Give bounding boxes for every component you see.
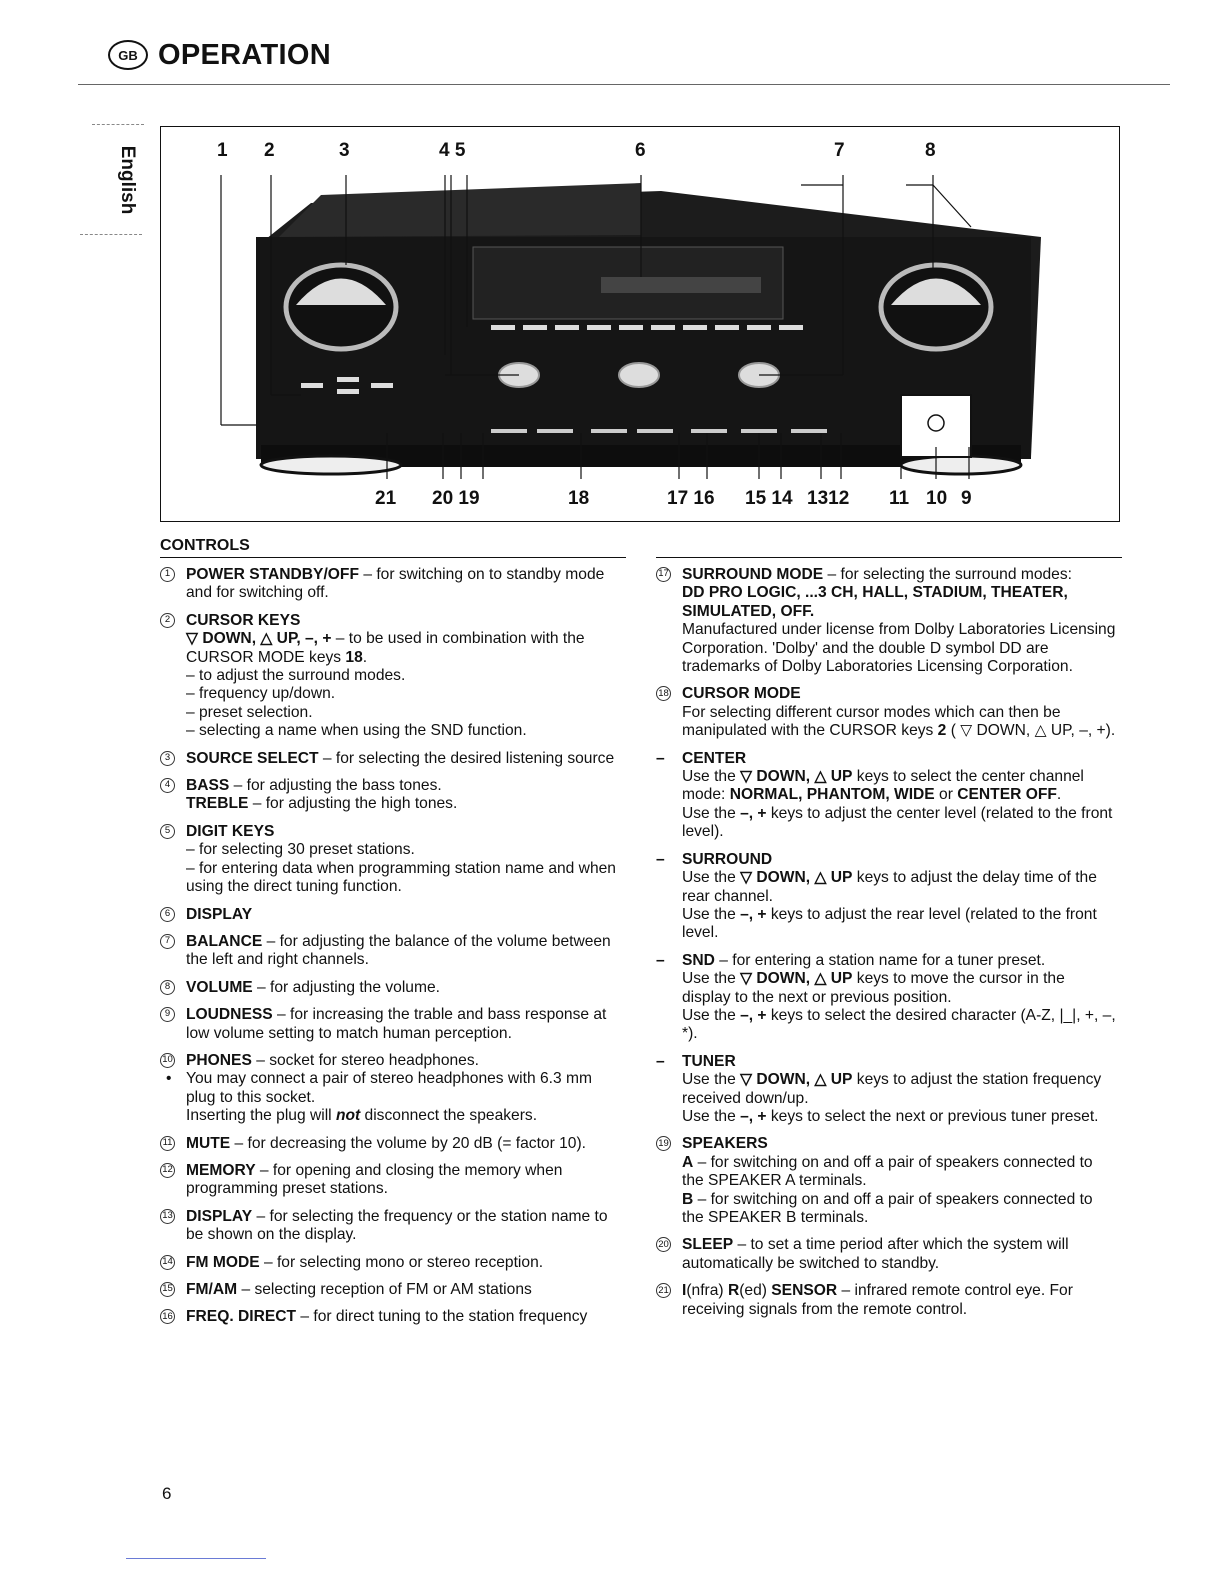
item-number: 7 — [160, 934, 175, 949]
side-rule-top — [92, 124, 144, 125]
country-badge: GB — [108, 40, 148, 70]
item-text: keys to select the next or previous tuner preset. — [766, 1107, 1099, 1125]
item-number: 3 — [160, 751, 175, 766]
key-names: –, + — [740, 1107, 767, 1125]
control-item-memory — [160, 1162, 620, 1199]
item-subline: – frequency up/down. — [186, 685, 336, 703]
item-text: keys to adjust the center level (related to the front level). — [682, 804, 1113, 841]
item-text: Use the — [682, 970, 741, 988]
item-label: PHONES — [186, 1051, 252, 1069]
key-names: ▽ DOWN, △ UP — [740, 970, 853, 988]
item-number: 14 — [160, 1255, 175, 1270]
item-label: DISPLAY — [186, 1207, 253, 1225]
item-label: DISPLAY — [186, 905, 253, 923]
item-label: BASS — [186, 777, 230, 795]
key-names: ▽ DOWN, △ UP, –, + — [186, 630, 332, 648]
item-text: or — [934, 786, 958, 804]
item-label: I — [682, 1282, 687, 1300]
item-text: – infrared remote control eye. For receiving signals from the remote control. — [682, 1282, 1073, 1318]
controls-rule-left — [160, 557, 626, 558]
item-label: SURROUND MODE — [682, 566, 824, 583]
cursor-mode-snd — [656, 952, 1116, 1044]
item-number: 16 — [160, 1309, 175, 1324]
item-text: – for opening and closing the memory when programming preset stations. — [186, 1161, 563, 1198]
dash-marker: – — [656, 850, 665, 868]
callout-number: 1 — [217, 140, 228, 161]
item-ref: 2 — [937, 722, 947, 740]
control-item-display — [160, 906, 620, 924]
item-text: keys to adjust the delay time of the rear channel. — [682, 869, 1097, 905]
item-text: Use the — [682, 1071, 741, 1089]
item-number: 20 — [656, 1237, 671, 1252]
item-text-part: . — [362, 648, 368, 666]
item-text: – for switching on and off a pair of speakers connected to the SPEAKER A terminals. — [682, 1153, 1093, 1190]
item-text: – for switching on and off a pair of speakers connected to the SPEAKER B terminals. — [682, 1190, 1093, 1226]
item-number: 9 — [160, 1007, 175, 1022]
item-label: SENSOR — [771, 1282, 838, 1300]
item-number: 6 — [160, 907, 175, 922]
cursor-mode-center — [656, 750, 1116, 842]
dash-marker: – — [656, 951, 665, 969]
item-text: Use the — [682, 1107, 741, 1125]
item-text: Use the — [682, 804, 741, 822]
callout-number: 11 — [889, 488, 910, 509]
item-label: BALANCE — [186, 932, 263, 950]
item-label: SURROUND — [682, 850, 773, 868]
item-number: 17 — [656, 567, 671, 582]
item-text: (nfra) — [686, 1282, 728, 1300]
bottom-rule — [126, 1558, 266, 1559]
control-item-source-select — [160, 750, 620, 768]
item-text: – for selecting the desired listening source — [318, 749, 615, 767]
item-text: . — [1056, 786, 1062, 804]
mode-names: NORMAL, PHANTOM, WIDE — [729, 786, 935, 804]
callout-number: 4 5 — [439, 140, 466, 161]
callout-number: 17 16 — [667, 488, 715, 509]
item-text: Use the — [682, 768, 741, 786]
key-names: ▽ DOWN, △ UP — [740, 768, 853, 786]
callout-number: 1312 — [807, 488, 850, 509]
control-item-display-select — [160, 1208, 620, 1245]
item-text: – for adjusting the volume. — [252, 978, 440, 996]
callout-number: 6 — [635, 140, 646, 161]
item-label: FM/AM — [186, 1281, 238, 1298]
control-item-mute — [160, 1135, 620, 1153]
dash-marker: – — [656, 1052, 665, 1070]
control-item-sleep — [656, 1236, 1116, 1273]
surround-modes: DD PRO LOGIC, ...3 CH, HALL, STADIUM, THEATER, SIMULATED, OFF. — [682, 584, 1068, 620]
control-item-fm-am — [160, 1281, 620, 1299]
control-item-cursor-mode — [656, 685, 1116, 740]
control-item-power — [160, 566, 620, 603]
control-item-freq-direct — [160, 1308, 620, 1326]
item-number: 13 — [160, 1209, 175, 1224]
item-label: VOLUME — [186, 978, 253, 996]
key-names: –, + — [740, 1006, 767, 1024]
item-subline: – preset selection. — [186, 703, 313, 721]
callout-number: 18 — [568, 488, 590, 509]
item-label: FREQ. DIRECT — [186, 1308, 297, 1326]
item-text: – for adjusting the balance of the volume between the left and right channels. — [186, 932, 611, 969]
bullet-icon: • — [166, 1070, 172, 1088]
cursor-mode-tuner — [656, 1053, 1116, 1127]
note-text: disconnect the speakers. — [360, 1107, 538, 1125]
control-item-ir-sensor — [656, 1282, 1116, 1319]
page-title: OPERATION — [158, 38, 331, 71]
item-text: – for direct tuning to the station frequency — [296, 1308, 588, 1326]
key-names: ▽ DOWN, △ UP — [740, 1071, 853, 1089]
item-text: – selecting reception of FM or AM stations — [237, 1281, 532, 1298]
callout-number: 2 — [264, 140, 275, 161]
callout-number: 15 14 — [745, 488, 793, 509]
callout-number: 21 — [375, 488, 397, 509]
language-label: English — [117, 145, 138, 215]
cursor-mode-surround — [656, 851, 1116, 943]
note-emphasis: not — [335, 1107, 361, 1125]
item-text: – for selecting the surround modes: — [823, 566, 1072, 583]
item-number: 5 — [160, 824, 175, 839]
item-text: keys to adjust the station frequency received down/up. — [682, 1071, 1102, 1107]
item-label: MUTE — [186, 1134, 231, 1152]
item-label: CURSOR MODE — [682, 685, 801, 703]
callout-number: 20 19 — [432, 488, 480, 509]
key-names: ▽ DOWN, △ UP — [740, 869, 853, 887]
item-label: SND — [682, 951, 715, 969]
control-item-volume — [160, 979, 620, 997]
controls-list-right — [656, 566, 1116, 1328]
callout-number: 8 — [925, 140, 936, 161]
control-item-balance — [160, 933, 620, 970]
item-text: – socket for stereo headphones. — [251, 1051, 479, 1069]
item-text: ( ▽ DOWN, △ UP, –, +). — [946, 722, 1116, 740]
item-number: 12 — [160, 1163, 175, 1178]
page-number: 6 — [162, 1484, 172, 1503]
item-subline: – for entering data when programming station name and when using the direct tuning function. — [186, 859, 616, 896]
item-label: SOURCE SELECT — [186, 749, 319, 767]
item-text: keys to select the desired character (A-Z, |_|, +, –, *). — [682, 1006, 1116, 1043]
item-label: CURSOR KEYS — [186, 611, 301, 629]
callout-number: 9 — [961, 488, 972, 509]
controls-heading: CONTROLS — [160, 537, 250, 554]
control-item-surround-mode — [656, 566, 1116, 676]
control-item-cursor-keys — [160, 612, 620, 741]
callout-number: 10 — [926, 488, 948, 509]
controls-list-left — [160, 566, 620, 1336]
control-item-bass-treble — [160, 777, 620, 814]
control-item-phones — [160, 1052, 620, 1070]
item-number: 21 — [656, 1283, 671, 1298]
note-text: Inserting the plug will — [186, 1107, 336, 1125]
item-number: 11 — [160, 1136, 175, 1151]
item-text — [186, 630, 620, 667]
page-header — [108, 30, 331, 80]
item-text: – for adjusting the bass tones. — [229, 777, 442, 795]
item-text: For selecting different cursor modes which can then be manipulated with the CURSOR keys — [682, 703, 1061, 740]
item-label: R — [727, 1282, 740, 1300]
item-subline: – to adjust the surround modes. — [186, 667, 406, 685]
item-text: (ed) — [739, 1282, 772, 1300]
key-names: –, + — [740, 804, 767, 822]
control-note-phones — [160, 1070, 620, 1125]
receiver-front-panel-illustration — [161, 127, 1119, 521]
item-ref: 18 — [345, 648, 363, 666]
item-text: – for adjusting the high tones. — [248, 795, 458, 813]
item-subline: – for selecting 30 preset stations. — [186, 841, 415, 859]
control-item-loudness — [160, 1006, 620, 1043]
speaker-a-label: A — [682, 1153, 694, 1171]
item-number: 8 — [160, 980, 175, 995]
item-label: POWER STANDBY/OFF — [186, 566, 359, 583]
item-label: DIGIT KEYS — [186, 822, 275, 840]
item-text: – for selecting mono or stereo reception. — [259, 1253, 544, 1271]
speaker-b-label: B — [682, 1190, 694, 1208]
key-names: –, + — [740, 905, 767, 923]
header-divider — [78, 84, 1170, 85]
callout-number: 7 — [834, 140, 845, 161]
language-tab — [112, 140, 142, 220]
item-text: – for entering a station name for a tuner preset. — [714, 951, 1046, 969]
item-number: 4 — [160, 778, 175, 793]
item-label: TREBLE — [186, 795, 249, 813]
item-label: LOUDNESS — [186, 1006, 273, 1024]
item-text: Use the — [682, 1006, 741, 1024]
item-number: 19 — [656, 1136, 671, 1151]
control-item-digit-keys — [160, 823, 620, 897]
item-text: keys to select the center channel mode: — [682, 768, 1084, 804]
item-label: SLEEP — [682, 1236, 734, 1254]
control-item-fm-mode — [160, 1254, 620, 1272]
item-text: – to set a time period after which the system will automatically be switched to standby. — [682, 1236, 1069, 1272]
item-text: Use the — [682, 869, 741, 887]
dash-marker: – — [656, 749, 665, 767]
note-text: You may connect a pair of stereo headphones with 6.3 mm plug to this socket. — [186, 1070, 592, 1106]
item-text: keys to adjust the rear level (related to the front level. — [682, 905, 1097, 942]
item-text: keys to move the cursor in the display to the next or previous position. — [682, 970, 1065, 1006]
callout-number: 3 — [339, 140, 350, 161]
item-number: 1 — [160, 567, 175, 582]
item-number: 10 — [160, 1053, 175, 1068]
item-label: TUNER — [682, 1052, 736, 1070]
item-label: CENTER — [682, 749, 747, 767]
item-text: Use the — [682, 905, 741, 923]
item-subline: – selecting a name when using the SND function. — [186, 722, 527, 740]
controls-rule-right — [656, 557, 1122, 558]
item-text: – for increasing the trable and bass response at low volume setting to match human perception. — [186, 1006, 607, 1042]
item-text: – for switching on to standby mode and for switching off. — [186, 566, 605, 602]
control-item-speakers — [656, 1135, 1116, 1227]
item-number: 2 — [160, 613, 175, 628]
item-text: – for selecting the frequency or the station name to be shown on the display. — [186, 1207, 608, 1244]
item-label: FM MODE — [186, 1253, 260, 1271]
dolby-license-text: Manufactured under license from Dolby Laboratories Licensing Corporation. 'Dolby' and the double D symbol DD are trademarks of Dolby Laboratories Licensing Corporation. — [682, 621, 1116, 676]
mode-names: CENTER OFF — [957, 786, 1057, 804]
item-label: SPEAKERS — [682, 1135, 768, 1153]
side-rule-bottom — [80, 234, 142, 235]
item-label: MEMORY — [186, 1161, 256, 1179]
item-text: – for decreasing the volume by 20 dB (= factor 10). — [230, 1134, 587, 1152]
item-number: 18 — [656, 686, 671, 701]
receiver-figure — [160, 126, 1120, 522]
item-number: 15 — [160, 1282, 175, 1297]
item-text-part: – to be used in combination with the CURSOR MODE keys — [186, 630, 585, 666]
